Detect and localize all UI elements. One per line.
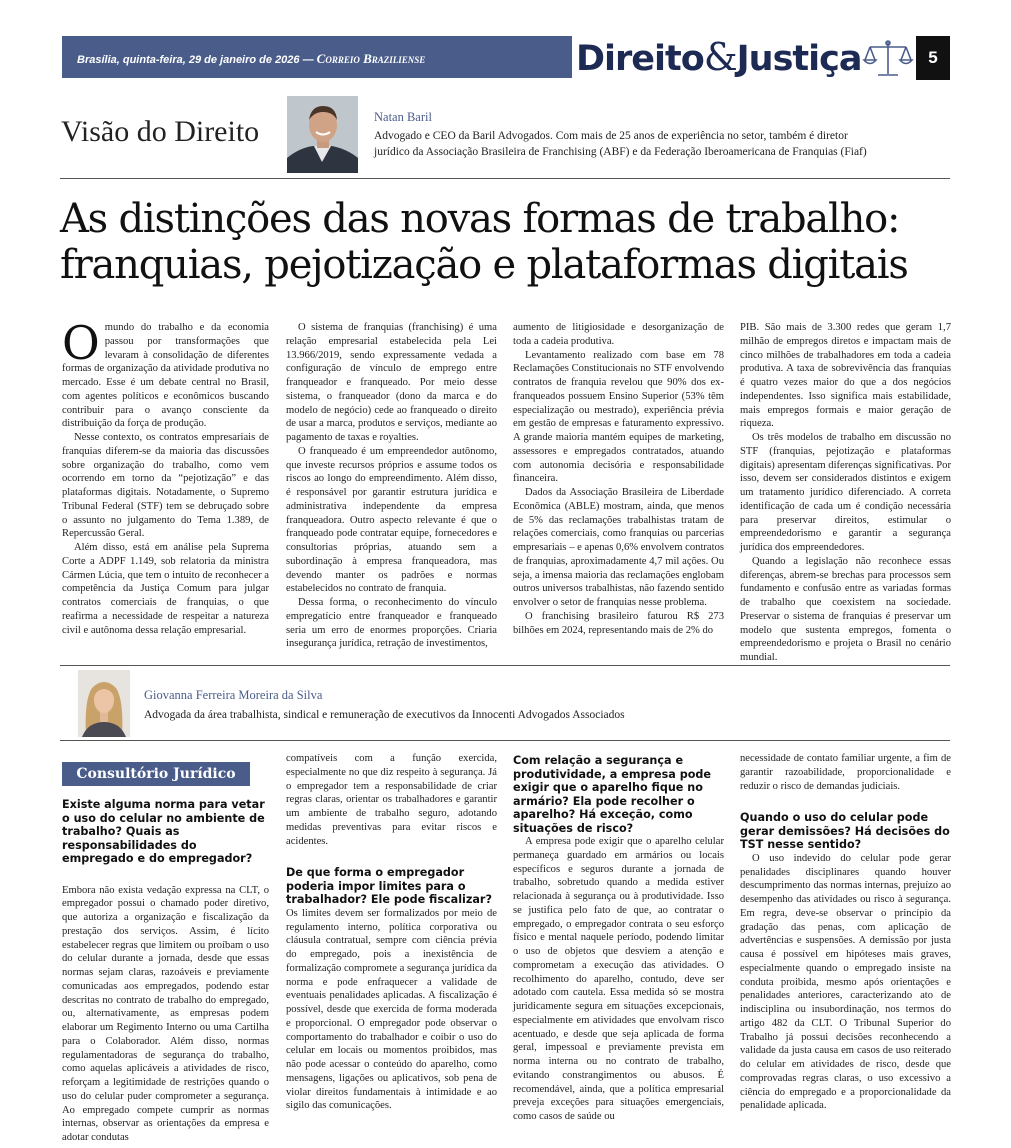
answer-1: Embora não exista vedação expressa na CLT, o empregador possui o chamado poder diretivo, que autoriza a organização e fiscalização da prestação dos serviços. Assim, é lícito estabelecer regras que limitem ou proíbam o uso do celular durante a jornada, desde que essas normas sejam claras, razoáveis e previamente comunicadas aos empregados, podendo estar descritas no contrato de trabalho do empregado, ou, alternativamente, as empresas podem elaborar um Regimento Interno ou uma Cartilha para o Colaborador. Além disso, normas regulamentadoras de segurança do trabalho, como aquelas aplicáveis a atividades de risco, reforçam a legitimidade de restrições quando o uso do celular puder comprometer a segurança. Ao empregado compete cumprir as normas internas, observar as orientações da empresa e adotar condutas [62,884,269,1143]
author-name-giovanna: Giovanna Ferreira Moreira da Silva [144,688,323,702]
question-4: Quando o uso do celular pode gerar demissões? Há decisões do TST nesse sentido? [740,811,950,852]
date-line: Brasília, quinta-feira, 29 de janeiro de 2026 — Correio Braziliense [77,51,426,66]
article-column-1: Omundo do trabalho e da economia passou por transformações que levaram à consolidação de diferentes formas de organização da atividade produtiva no mercado. Esse é um debate central no Brasil, com agentes políticos e econômicos buscando contribuir para o avanço consciente da distribuição da força de produção. Nesse contexto, os contratos empresariais de franquias diferem-se da maioria das discussões sobre organização do trabalho, como vem ocorrendo em torno da “pejotização” e das plataformas digitais. Notadamente, o Supremo Tribunal Federal (STF) tem se debruçado sobre o assunto no julgamento do Tema 1.389, de Repercussão Geral. Além disso, está em análise pela Suprema Corte a ADPF 1.149, sob relatoria da ministra Cármen Lúcia, que tem o intuito de reconhecer a competência da Justiça Comum para julgar contratos comerciais de franquias, o que reafirma a necessidade de respeitar a natureza civil e autônoma dessa relação empresarial. [62,316,269,636]
dropcap: O [62,316,100,370]
consultorio-column-1 [62,798,269,1145]
divider [60,178,950,179]
question-1: Existe alguma norma para vetar o uso do celular no ambiente de trabalho? Quais as responsabilidades do empregado e do empregador? [62,798,265,865]
author-photo-natan [287,96,358,173]
headline: As distinções das novas formas de trabalho: franquias, pejotização e plataformas digitais [60,196,908,288]
author-name-natan: Natan Baril [374,110,432,124]
author-bio-giovanna: Advogada da área trabalhista, sindical e remuneração de executivos da Innocenti Advogados Associados [144,709,625,721]
section-title: Visão do Direito [61,115,260,148]
author-bio-natan: Advogado e CEO da Baril Advogados. Com mais de 25 anos de experiência no setor, também é diretor jurídico da Associação Brasileira de Franchising (ABF) e da Federação Iberoamericana de Franquias (Fiaf) [374,130,867,158]
publication-name: Correio Braziliense [316,51,426,66]
article-column-2: O sistema de franquias (franchising) é uma relação empresarial estabelecida pela Lei 13.966/2019, sendo expressamente vedada a configuração de vínculo de emprego entre franqueador e franqueado. Por meio desse sistema, o franqueador (dono da marca e do modelo de negócio) cede ao franqueado o direito de usar a marca, produtos e serviços, mediante ao pagamento de taxas e royalties. O franqueado é um empreendedor autônomo, que investe recursos próprios e assume todos os riscos ao longo do empreendimento. Além disso, é responsável por garantir estrutura jurídica e administrativa independente da empresa franqueadora. Outro aspecto relevante é que o franqueado pode contratar equipe, fornecedores e consultorias próprias, atuando sem a subordinação à empresa franqueadora, mas devendo manter os padrões e normas estabelecidos no contrato de franquia. Dessa forma, o reconhecimento do vínculo empregatício entre franqueador e franqueado seria um erro de enormes proporções. Criaria insegurança jurídica, retração de investimentos, [286,322,497,650]
divider [60,740,950,741]
consultorio-column-4: necessidade de contato familiar urgente, a fim de garantir razoabilidade, proporcionalidade e reduzir o risco de demandas judiciais. Quando o uso do celular pode gerar demissões? Há decisões do TST nesse sentido? O uso indevido do celular pode gerar penalidades disciplinares quando houver descumprimento das normas internas, prejuízo ao desempenho das atividades ou risco à segurança. Em regra, deve-se observar o princípio da gradação das penas, com aplicação de advertências e suspensões. A demissão por justa causa é possível em hipóteses mais graves, especialmente quando o empregado insiste na conduta proibida, mesmo após orientações e penalidades anteriores, caracterizando ato de indisciplina ou insubordinação, nos termos do artigo 482 da CLT. O Tribunal Superior do Trabalho já possui decisões reconhecendo a validade da justa causa em casos de uso reiterado do celular em atividades de risco, desde que comprovadas regras claras, o uso excessivo a ciência do empregado e a proporcionalidade da penalidade aplicada. [740,753,951,1112]
consultorio-column-2: compatíveis com a função exercida, especialmente no que diz respeito à segurança. Já o empregador tem a responsabilidade de criar regras claras, orientar os trabalhadores e garantir um ambiente de trabalho seguro, adotando medidas preventivas para evitar riscos e acidentes. De que forma o empregador poderia impor limites para o trabalhador? Ele pode fiscalizar? Os limites devem ser formalizados por meio de regulamento interno, política corporativa ou cláusula contratual, sempre com ciência prévia do empregado, pois a inexistência de formalização compromete a segurança jurídica da norma e pode enfraquecer a validade de eventuais penalidades aplicadas. A fiscalização é possível, desde que exercida de forma moderada e proporcional. O empregador pode observar o comportamento do trabalhador e coibir o uso do celular em locais ou momentos proibidos, mas não pode acessar o conteúdo do aparelho, como mensagens, ligações ou aplicativos, sob pena de violar direitos fundamentais à intimidade e ao sigilo das comunicações. [286,753,497,1112]
question-3: Com relação a segurança e produtividade, a empresa pode exigir que o aparelho fique no armário? Ela pode recolher o aparelho? Há exceção, como situações de risco? [513,754,711,835]
scales-of-justice-icon [862,38,914,78]
article-column-3: aumento de litigiosidade e desorganização de toda a cadeia produtiva. Levantamento realizado com base em 78 Reclamações Constitucionais no STF envolvendo contratos de franquia revelou que 90% dos ex-franqueados possuem Ensino Superior (53% têm especialização ou mestrado), experiência prévia em gestão de empresas e faturamento expressivo. A grande maioria mantém equipes de marketing, assessores e empregados contratados, atuando com autonomia decisória e responsabilidade financeira. Dados da Associação Brasileira de Liberdade Econômica (ABLE) mostram, ainda, que menos de 5% das reclamações trabalhistas tratam de relações comerciais, como franquias ou parcerias empresariais – e apenas 0,6% envolvem contratos de franquias, aproximadamente 4,7 mil ações. Ou seja, a imensa maioria das reclamações englobam outros universos trabalhistas, não fazendo sentido envolver o setor de franquias nesse problema. O franchising brasileiro faturou R$ 273 bilhões em 2024, representando mais de 2% do [513,322,724,636]
page-number: 5 [916,36,950,80]
question-2: De que forma o empregador poderia impor limites para o trabalhador? Ele pode fiscalizar? [286,866,492,907]
answer-2: Os limites devem ser formalizados por meio de regulamento interno, política corporativa ou cláusula contratual, sempre com ciência prévia do empregado, pois a inexistência de formalização compromete a segurança jurídica da norma e pode enfraquecer a validade de eventuais penalidades aplicadas. A fiscalização é possível, desde que exercida de forma moderada e proporcional. O empregador pode observar o comportamento do trabalhador e coibir o uso do celular em locais ou momentos proibidos, mas não pode acessar o conteúdo do aparelho, como mensagens, ligações ou aplicativos, sob pena de violar direitos fundamentais à intimidade e ao sigilo das comunicações. [286,907,497,1112]
article-column-4: PIB. São mais de 3.300 redes que geram 1,7 milhão de empregos diretos e impactam mais de cinco milhões de trabalhadores em toda a cadeia produtiva. A taxa de sobrevivência das franquias é quatro vezes maior do que a dos negócios independentes. Isso significa mais estabilidade, mais empregos formais e maior geração de riqueza. Os três modelos de trabalho em discussão no STF (franquias, pejotização e plataformas digitais) apresentam diferenças significativas. Por isso, devem ser considerados distintos e exigem um tratamento jurídico diferenciado. A correta identificação de cada um é condição necessária para preservar direitos, estimular o empreendedorismo e garantir a segurança jurídica dos empreendedores. Quando a legislação não reconhece essas diferenças, abrem-se brechas para processos sem fundamento e confusão entre as variadas formas de trabalho que coexistem na sociedade. Preservar o sistema de franquias é preservar um modelo que sustenta empregos, fomenta o empreendedorismo e projeta o Brasil no cenário mundial. [740,322,951,663]
consultorio-column-3 [513,754,724,1124]
answer-4: O uso indevido do celular pode gerar penalidades disciplinares quando houver descumprimento das normas internas, prejuízo ao desempenho das atividades ou risco à segurança. Em regra, deve-se observar o princípio da gradação das penas, com aplicação de advertências e suspensões. A demissão por justa causa é possível em hipóteses mais graves, especialmente quando o empregado insiste na conduta proibida, mesmo após orientações e penalidades anteriores, caracterizando ato de indisciplina ou insubordinação, nos termos do artigo 482 da CLT. O Tribunal Superior do Trabalho já possui decisões reconhecendo a validade da justa causa em casos de uso reiterado do celular em atividades de risco, desde que comprovadas regras claras, o uso excessivo a ciência do empregado e a proporcionalidade da penalidade aplicada. [740,852,951,1112]
consultorio-title: Consultório Jurídico [62,762,250,786]
answer-3: A empresa pode exigir que o aparelho celular permaneça guardado em armários ou locais específicos e seguros durante a jornada de trabalho, sobretudo quando a medida estiver relacionada à segurança ou à produtividade. Isso se justifica pelo fato de que, ao contratar o empregado, o empregador contrata o seu esforço físico e mental naquele período, podendo limitar o uso de objetos que desviem a atenção e comprometam a execução das atividades. O recolhimento do aparelho, contudo, deve ser adotado com cautela. Essa medida só se mostra juridicamente segura em situações excepcionais, especialmente em atividades que envolvam risco acentuado, e desde que seja aplicada de forma geral, impessoal e previamente prevista em norma interna ou no contrato de trabalho, evitando constrangimentos ou abusos. É recomendável, ainda, que a política empresarial preveja exceções para situações emergenciais, como casos de saúde ou [513,836,724,1122]
divider [60,665,950,666]
author-photo-giovanna [78,670,130,737]
section-brand: Direito&Justiça [576,35,862,79]
